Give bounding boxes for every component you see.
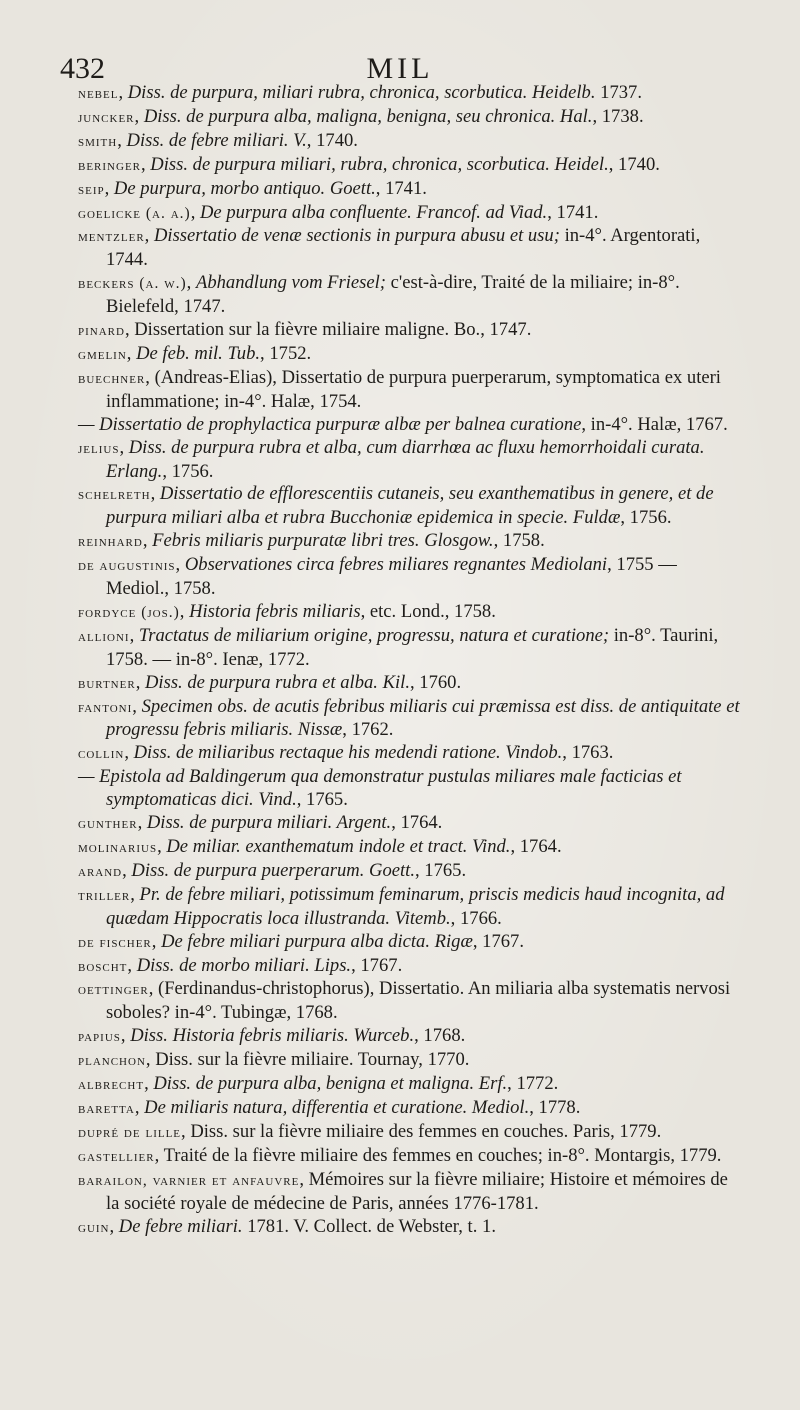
entry-details: , 1765. bbox=[414, 859, 467, 881]
entry-details: , 1767. bbox=[472, 930, 524, 952]
bibliography-entry bbox=[78, 437, 740, 484]
bibliography-entry bbox=[78, 766, 740, 812]
entry-separator: , bbox=[127, 954, 137, 976]
entry-separator: , bbox=[144, 1073, 154, 1095]
entry-separator: , bbox=[134, 105, 144, 127]
entry-details: , 1756. bbox=[162, 460, 214, 482]
entry-separator: , bbox=[120, 1025, 131, 1047]
entry-title: Dissertatio de efflorescentiis cutaneis, seu exanthematibus in genere, et de purpura miliari alba et rubra Bucchoniæ epidemica in specie. Fuldæ bbox=[106, 483, 714, 529]
entry-separator: , bbox=[175, 554, 185, 576]
entry-separator: , bbox=[145, 1049, 156, 1071]
entry-author: fantoni bbox=[78, 698, 133, 716]
bibliography-entry bbox=[78, 1145, 740, 1169]
entry-separator: , bbox=[179, 600, 190, 622]
entry-author: juncker bbox=[78, 108, 135, 126]
entry-separator: , bbox=[154, 1144, 164, 1166]
bibliography-entry bbox=[78, 955, 740, 979]
entry-separator: , bbox=[148, 978, 159, 1000]
entry-separator: , bbox=[157, 836, 167, 857]
entry-title: Observationes circa febres miliares regnantes Mediolani bbox=[184, 554, 608, 576]
bibliography-entry bbox=[78, 1097, 740, 1121]
entry-title: Diss. de febre miliari. V. bbox=[126, 129, 307, 151]
entry-details: , 1764. bbox=[510, 836, 562, 857]
entry-details: (Ferdinandus-christophorus), Dissertatio. An miliaria alba systematis nervosi soboles? in-4°. Tubingæ, 1768. bbox=[106, 978, 731, 1024]
bibliography-entry bbox=[78, 625, 740, 672]
entry-title: Historia febris miliaris bbox=[189, 600, 361, 622]
entry-author: baretta bbox=[78, 1099, 135, 1117]
entry-author: beckers (a. w.) bbox=[78, 275, 187, 293]
entry-details: , 1763. bbox=[562, 742, 614, 764]
entry-separator: , bbox=[151, 930, 162, 952]
entry-separator: , bbox=[186, 272, 196, 294]
page-number: 432 bbox=[60, 52, 105, 85]
entry-author: schelreth bbox=[78, 486, 151, 504]
bibliography-entry bbox=[78, 530, 740, 554]
entry-details: , 1772. bbox=[507, 1073, 559, 1095]
entry-details: Diss. sur la fièvre miliaire des femmes en couches. Paris, 1779. bbox=[190, 1120, 662, 1142]
entry-details: , 1741. bbox=[375, 177, 427, 199]
bibliography-entry bbox=[78, 860, 740, 884]
entry-separator: , bbox=[144, 225, 154, 247]
entry-details: in-4°. Argentorati, 1744. bbox=[106, 225, 701, 271]
entry-details: , etc. Lond., 1758. bbox=[360, 600, 496, 622]
entry-author: gastellier bbox=[78, 1147, 155, 1165]
entry-separator: , bbox=[124, 742, 134, 764]
entry-author: allioni bbox=[78, 627, 130, 645]
entry-details: , 1767. bbox=[351, 954, 403, 976]
entry-separator: , bbox=[141, 153, 151, 175]
entry-title: Diss. de purpura miliari. Argent. bbox=[146, 812, 392, 834]
entry-details: c'est-à-dire, Traité de la miliaire; in-8°. Bielefeld, 1747. bbox=[106, 272, 680, 318]
entry-title: De feb. mil. Tub. bbox=[136, 342, 261, 364]
bibliography-entry bbox=[78, 1169, 740, 1216]
entry-title: — Dissertatio de prophylactica purpuræ albæ per balnea curatione bbox=[78, 413, 582, 435]
bibliography-entry bbox=[78, 1073, 740, 1097]
entry-details: , 1756. bbox=[620, 507, 672, 529]
bibliography-entry bbox=[78, 672, 740, 696]
bibliography-list bbox=[78, 82, 740, 1239]
entry-title: Febris miliaris purpuratæ libri tres. Glosgow. bbox=[152, 530, 494, 552]
entry-separator: , bbox=[130, 883, 140, 905]
entry-author: seip bbox=[78, 180, 105, 198]
entry-author: gunther bbox=[78, 815, 138, 833]
running-head: MIL bbox=[366, 52, 434, 85]
entry-separator: , bbox=[135, 671, 145, 693]
entry-title: De purpura, morbo antiquo. Goett. bbox=[113, 177, 376, 199]
entry-separator: , bbox=[137, 812, 147, 834]
entry-author: triller bbox=[78, 886, 131, 904]
entry-title: Diss. de purpura miliari, rubra, chronica, scorbutica. Heidel. bbox=[150, 153, 609, 175]
bibliography-entry bbox=[78, 414, 740, 437]
entry-author: molinarius bbox=[78, 839, 158, 856]
entry-author: barailon, varnier et anfauvre bbox=[78, 1171, 300, 1189]
entry-details: Dissertation sur la fièvre miliaire maligne. Bo., 1747. bbox=[134, 319, 532, 341]
entry-separator: , bbox=[145, 366, 155, 388]
entry-details: , 1766. bbox=[450, 907, 502, 929]
entry-title: Diss. de miliaribus rectaque his medendi ratione. Vindob. bbox=[133, 742, 563, 764]
entry-title: De miliar. exanthematum indole et tract. Vind. bbox=[166, 836, 511, 857]
entry-separator: , bbox=[109, 1215, 119, 1237]
entry-author: oettinger bbox=[78, 981, 149, 999]
bibliography-entry bbox=[78, 978, 740, 1025]
entry-details: Traité de la fièvre miliaire des femmes en couches; in-8°. Montargis, 1779. bbox=[163, 1144, 722, 1166]
entry-author: pinard bbox=[78, 322, 125, 340]
bibliography-entry bbox=[78, 1025, 740, 1049]
entry-separator: , bbox=[118, 82, 128, 103]
entry-details: , 1741. bbox=[547, 201, 599, 223]
bibliography-entry bbox=[78, 82, 740, 106]
entry-author: planchon bbox=[78, 1052, 146, 1070]
entry-separator: , bbox=[126, 342, 137, 364]
bibliography-entry bbox=[78, 836, 740, 860]
entry-title: De febre miliari. bbox=[118, 1215, 243, 1237]
entry-separator: , bbox=[117, 129, 127, 151]
bibliography-entry bbox=[78, 696, 740, 743]
entry-separator: , bbox=[134, 1096, 145, 1118]
entry-details: 1781. V. Collect. de Webster, t. 1. bbox=[242, 1215, 496, 1237]
entry-title: Specimen obs. de acutis febribus miliaris cui præmissa est diss. de antiquitate et progressu febris miliaris. Nissæ bbox=[106, 695, 740, 741]
entry-title: De miliaris natura, differentia et curatione. Mediol. bbox=[144, 1096, 530, 1118]
bibliography-entry bbox=[78, 554, 740, 601]
entry-author: collin bbox=[78, 745, 125, 763]
entry-author: smith bbox=[78, 132, 118, 150]
bibliography-entry bbox=[78, 225, 740, 272]
entry-author: guin bbox=[78, 1218, 110, 1236]
entry-details: , 1768. bbox=[414, 1025, 466, 1047]
entry-title: Diss. Historia febris miliaris. Wurceb. bbox=[130, 1025, 415, 1047]
entry-title: Dissertatio de venæ sectionis in purpura abusu et usu; bbox=[153, 225, 560, 247]
entry-separator: , bbox=[104, 177, 114, 199]
bibliography-entry bbox=[78, 343, 740, 367]
bibliography-entry bbox=[78, 202, 740, 226]
entry-separator: , bbox=[124, 319, 135, 341]
bibliography-entry bbox=[78, 130, 740, 154]
bibliography-entry bbox=[78, 272, 740, 319]
entry-separator: , bbox=[129, 624, 139, 646]
bibliography-entry bbox=[78, 931, 740, 955]
entry-author: nebel bbox=[78, 85, 119, 102]
bibliography-entry bbox=[78, 884, 740, 931]
bibliography-entry bbox=[78, 106, 740, 130]
entry-author: fordyce (jos.) bbox=[78, 603, 180, 621]
entry-details: , 1764. bbox=[391, 812, 443, 834]
entry-author: jelius bbox=[78, 439, 120, 457]
entry-title: Diss. de purpura puerperarum. Goett. bbox=[131, 859, 415, 881]
entry-author: boscht bbox=[78, 957, 128, 975]
entry-details: , 1765. bbox=[296, 789, 348, 811]
entry-separator: , bbox=[181, 1120, 191, 1142]
entry-details: , 1762. bbox=[342, 719, 394, 741]
entry-author: de fischer bbox=[78, 933, 152, 951]
bibliography-entry bbox=[78, 154, 740, 178]
entry-details: , 1778. bbox=[529, 1096, 581, 1118]
entry-separator: , bbox=[142, 530, 153, 552]
entry-title: Diss. de purpura alba, maligna, benigna, seu chronica. Hal. bbox=[143, 105, 593, 127]
entry-separator: , bbox=[150, 483, 160, 505]
entry-details: , 1738. bbox=[592, 105, 644, 127]
entry-author: burtner bbox=[78, 674, 136, 692]
bibliography-entry bbox=[78, 1049, 740, 1073]
entry-details: , 1752. bbox=[260, 342, 312, 364]
entry-title: De febre miliari purpura alba dicta. Rigæ bbox=[161, 930, 473, 952]
entry-separator: , bbox=[299, 1168, 309, 1190]
entry-author: reinhard bbox=[78, 533, 143, 551]
entry-details: 1737. bbox=[595, 82, 642, 103]
entry-title: Tractatus de miliarium origine, progressu, natura et curatione; bbox=[138, 624, 610, 646]
entry-separator: , bbox=[119, 436, 129, 458]
entry-title: Diss. de purpura rubra et alba. Kil. bbox=[144, 671, 410, 693]
entry-title: Diss. de purpura, miliari rubra, chronica, scorbutica. Heidelb. bbox=[127, 82, 596, 103]
bibliography-entry bbox=[78, 178, 740, 202]
entry-title: — Epistola ad Baldingerum qua demonstratur pustulas miliares male facticias et symptomaticas dici. Vind. bbox=[78, 766, 682, 811]
bibliography-entry bbox=[78, 483, 740, 530]
bibliography-entry bbox=[78, 319, 740, 343]
entry-details: in-8°. Taurini, 1758. — in-8°. Ienæ, 1772. bbox=[106, 624, 719, 670]
entry-author: arand bbox=[78, 862, 123, 880]
entry-author: papius bbox=[78, 1028, 121, 1046]
entry-separator: , bbox=[132, 695, 142, 717]
entry-details: , 1760. bbox=[409, 671, 462, 693]
entry-author: de augustinis bbox=[78, 557, 176, 575]
bibliography-entry bbox=[78, 601, 740, 625]
entry-details: Mémoires sur la fièvre miliaire; Histoire et mémoires de la société royale de médecine de Paris, années 1776-1781. bbox=[106, 1168, 728, 1214]
entry-author: dupré de lille bbox=[78, 1123, 182, 1141]
entry-separator: , bbox=[190, 201, 200, 223]
entry-title: Pr. de febre miliari, potissimum feminarum, priscis medicis haud incognita, ad quædam Hippocratis loca illustranda. Vitemb. bbox=[106, 883, 725, 929]
entry-title: Abhandlung vom Friesel; bbox=[195, 272, 387, 294]
bibliography-entry bbox=[78, 1216, 740, 1240]
entry-details: , in-4°. Halæ, 1767. bbox=[581, 413, 728, 435]
entry-title: Diss. de purpura rubra et alba, cum diarrhœa ac fluxu hemorrhoidali curata. Erlang. bbox=[106, 436, 705, 482]
entry-author: buechner bbox=[78, 369, 146, 387]
entry-author: albrecht bbox=[78, 1076, 145, 1094]
entry-author: goelicke (a. a.) bbox=[78, 204, 191, 222]
entry-details: , 1758. bbox=[493, 530, 545, 552]
entry-separator: , bbox=[122, 859, 132, 881]
entry-author: mentzler bbox=[78, 228, 145, 246]
bibliography-entry bbox=[78, 812, 740, 836]
entry-details: , 1740. bbox=[306, 129, 358, 151]
entry-author: beringer bbox=[78, 156, 141, 174]
entry-details: (Andreas-Elias), Dissertatio de purpura puerperarum, symptomatica ex uteri inflammatione; in-4°. Halæ, 1754. bbox=[106, 366, 721, 412]
entry-title: Diss. de purpura alba, benigna et maligna. Erf. bbox=[153, 1073, 508, 1095]
entry-details: , 1740. bbox=[608, 153, 660, 175]
bibliography-entry bbox=[78, 367, 740, 414]
entry-author: gmelin bbox=[78, 345, 127, 363]
entry-details: Diss. sur la fièvre miliaire. Tournay, 1770. bbox=[155, 1049, 470, 1071]
entry-title: Diss. de morbo miliari. Lips. bbox=[136, 954, 352, 976]
bibliography-entry bbox=[78, 1121, 740, 1145]
entry-details: , 1755 — Mediol., 1758. bbox=[106, 554, 677, 600]
bibliography-entry bbox=[78, 742, 740, 766]
entry-title: De purpura alba confluente. Francof. ad Viad. bbox=[200, 201, 548, 223]
